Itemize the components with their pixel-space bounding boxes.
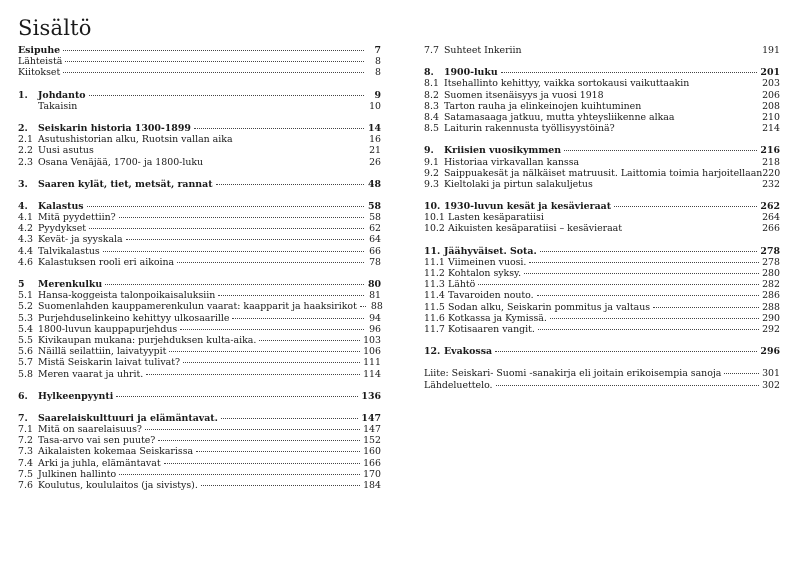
toc-entry-number: 11.7 [424,323,445,335]
toc-spacer [424,56,780,67]
toc-section-entry[interactable] [424,123,780,134]
toc-entry-label: Kalastuksen rooli eri aikoina [38,256,175,268]
toc-entry-label: Lasten kesäparatiisi [448,212,544,224]
toc-chapter-entry[interactable] [18,90,381,101]
toc-page-number: 262 [760,201,780,213]
toc-entry-label: Mitä pyydettiin? [38,212,116,224]
toc-page-number: 301 [762,368,780,380]
toc-entry-label: Suomen itsenäisyys ja vuosi 1918 [444,89,604,101]
toc-entry-number: 4.2 [18,223,33,235]
toc-page-number: 106 [363,346,381,358]
toc-entry-number: 7.4 [18,457,33,469]
toc-entry-label: Aikalaisten kokemaa Seiskarissa [38,446,194,458]
toc-entry-label: Saippuakesät ja nälkäiset matruusit. Laittomia toimia harjoitellaan [444,167,763,179]
toc-entry-label: Kotisaaren vangit. [448,323,535,335]
toc-chapter-entry[interactable] [424,145,780,156]
toc-entry-number: 5.7 [18,357,33,369]
toc-page-number: 208 [762,100,780,112]
toc-page-number: 278 [762,256,780,268]
toc-page-number: 232 [762,178,780,190]
toc-section-entry[interactable] [18,446,381,457]
toc-section-entry[interactable] [424,223,780,234]
toc-entry-number: 5 [18,279,25,290]
toc-dot-leader [259,340,360,341]
toc-entry-number: 5.5 [18,334,33,346]
toc-section-entry[interactable] [18,357,381,368]
toc-entry-label: Historiaa virkavallan kanssa [444,156,580,168]
toc-section-entry[interactable] [18,313,381,324]
toc-page-number: 64 [369,234,381,246]
toc-entry-label: Johdanto [38,89,86,101]
toc-page-number: 58 [367,200,381,212]
toc-dot-leader [119,217,364,218]
toc-dot-leader [145,429,360,430]
toc-dot-leader [183,362,360,363]
toc-chapter-entry[interactable] [18,201,381,212]
toc-page-number: 136 [361,390,381,402]
toc-dot-leader [496,385,760,386]
toc-entry-number: 11.2 [424,268,445,279]
toc-spacer [18,268,381,279]
toc-section-entry[interactable] [18,469,381,480]
toc-page-number: 296 [760,346,780,358]
toc-chapter-entry[interactable] [18,123,381,134]
toc-entry-label: Suhteet Inkeriin [444,45,522,56]
toc-page-number: 10 [369,100,381,112]
toc-dot-leader [169,351,360,352]
toc-entry-label: Lähtö [448,279,476,291]
toc-dot-leader [164,463,361,464]
toc-entry-number: 4. [18,200,28,212]
toc-entry-label: Kriisien vuosikymmen [444,145,562,157]
toc-section-entry[interactable] [424,78,780,89]
toc-dot-leader [360,306,366,307]
toc-dot-leader [89,95,364,96]
toc-page-number: 147 [361,412,381,424]
toc-section-entry[interactable] [18,301,381,312]
toc-page-number: 166 [363,457,381,469]
toc-dot-leader [116,396,358,397]
toc-page-number: 203 [762,78,780,90]
toc-dot-leader [63,50,364,51]
toc-entry-number: 8.5 [424,123,439,135]
toc-dot-leader [550,318,759,319]
toc-page-number: 147 [363,424,381,436]
toc-dot-leader [177,262,364,263]
toc-entry-label: Evakossa [444,346,493,358]
toc-page-number: 26 [369,156,381,168]
toc-entry-number: 4.6 [18,256,33,268]
toc-page-number: 282 [762,279,780,291]
toc-page-number: 210 [762,111,780,123]
toc-entry-label: Meren vaarat ja uhrit. [38,368,144,380]
toc-entry-number: 2.2 [18,145,33,157]
toc-section-entry[interactable] [424,290,780,301]
toc-spacer [18,190,381,201]
toc-section-entry[interactable] [18,56,381,67]
toc-spacer [424,134,780,145]
toc-section-entry[interactable] [18,101,381,112]
toc-entry-label: Kiitokset [18,67,61,79]
toc-entry-label: Lähteistä [18,56,63,68]
toc-entry-number: 2.3 [18,156,33,168]
toc-spacer [18,402,381,413]
toc-section-entry[interactable] [424,324,780,335]
toc-dot-leader [158,440,360,441]
toc-page-number: 220 [762,167,781,179]
toc-dot-leader [653,307,759,308]
toc-page-number: 62 [369,223,381,235]
toc-dot-leader [478,284,759,285]
toc-entry-number: 8.4 [424,111,439,123]
toc-section-entry[interactable] [424,157,780,168]
toc-entry-number: 10. [424,201,441,213]
toc-entry-label: Kotkassa ja Kymissä. [448,312,547,324]
toc-entry-number: 6. [18,390,28,402]
toc-section-entry[interactable] [18,458,381,469]
toc-dot-leader [537,295,759,296]
toc-chapter-entry[interactable] [424,346,780,357]
toc-entry-label: Saarelaiskulttuuri ja elämäntavat. [38,412,218,424]
toc-dot-leader [105,284,364,285]
toc-section-entry[interactable] [424,168,780,179]
toc-entry-number: 9.1 [424,156,439,168]
toc-entry-number: 7.7 [424,45,439,56]
toc-entry-label: Kevät- ja syyskala [38,234,123,246]
toc-page-number: 216 [760,145,780,157]
toc-dot-leader [63,72,364,73]
toc-chapter-entry[interactable] [18,413,381,424]
toc-entry-label: Viimeinen vuosi. [448,256,527,268]
toc-chapter-entry[interactable] [18,45,381,56]
toc-page-number: 8 [375,56,381,68]
toc-entry-number: 3. [18,178,28,190]
toc-page-number: 8 [375,67,381,79]
toc-entry-label: Takaisin [38,100,78,112]
toc-entry-label: Uusi asutus [38,145,94,157]
toc-spacer [18,79,381,90]
toc-page-number: 286 [762,290,780,302]
toc-dot-leader [724,373,759,374]
toc-entry-label: Tarton rauha ja elinkeinojen kuihtuminen [444,100,642,112]
toc-dot-leader [529,262,759,263]
toc-page-number: 292 [762,323,780,335]
toc-page-number: 88 [370,301,383,313]
toc-spacer [18,112,381,123]
toc-section-entry[interactable] [18,424,381,435]
toc-page-number: 302 [762,379,780,391]
toc-dot-leader [65,61,364,62]
toc-dot-leader [119,474,360,475]
toc-section-entry[interactable] [424,212,780,223]
toc-spacer [424,335,780,346]
toc-entry-label: Tasa-arvo vai sen puute? [38,435,156,447]
toc-entry-number: 8.3 [424,100,439,112]
toc-spacer [424,190,780,201]
toc-page-number: 218 [762,156,780,168]
toc-section-entry[interactable] [424,90,780,101]
toc-entry-label: Hansa-koggeista talonpoikaisaluksiin [38,290,216,302]
toc-chapter-entry[interactable] [18,391,381,402]
toc-dot-leader [495,351,757,352]
toc-page-number: 80 [367,279,381,290]
toc-section-entry[interactable] [424,257,780,268]
toc-page-number: 16 [369,134,381,146]
toc-entry-label: Näillä seilattiin, laivatyypit [38,346,167,358]
toc-section-entry[interactable] [18,435,381,446]
toc-entry-number: 9.2 [424,167,439,179]
toc-section-entry[interactable] [424,45,780,56]
toc-entry-label: Pyydykset [38,223,87,235]
toc-section-entry[interactable] [424,112,780,123]
toc-entry-number: 5.6 [18,346,33,358]
toc-entry-number: 12. [424,346,441,358]
toc-dot-leader [180,329,364,330]
toc-section-entry[interactable] [18,145,381,156]
toc-entry-number: 5.1 [18,290,33,302]
toc-dot-leader [87,206,364,207]
toc-dot-leader [540,251,758,252]
toc-dot-leader [564,150,757,151]
toc-entry-label: Aikuisten kesäparatiisi – kesävieraat [448,223,623,235]
toc-dot-leader [524,273,759,274]
toc-entry-label: Kohtalon syksy. [448,268,522,279]
toc-section-entry[interactable] [18,67,381,78]
toc-page-number: 94 [369,312,381,324]
toc-entry-label: Kieltolaki ja pirtun salakuljetus [444,178,593,190]
toc-chapter-entry[interactable] [424,246,780,257]
toc-entry-label: Itsehallinto kehittyy, vaikka sortokausi vaikuttaakin [444,78,690,90]
toc-entry-number: 7.2 [18,435,33,447]
toc-entry-label: Satamasaaga jatkuu, mutta yhteysliikenne alkaa [444,111,675,123]
toc-section-entry[interactable] [18,134,381,145]
toc-entry-label: Liite: Seiskari- Suomi -sanakirja eli joitain erikoisempia sanoja [424,368,722,380]
toc-dot-leader [216,184,364,185]
toc-dot-leader [194,128,364,129]
toc-entry-number: 2.1 [18,134,33,146]
toc-entry-number: 7.3 [18,446,33,458]
toc-entry-number: 11. [424,245,441,257]
toc-spacer [424,357,780,368]
toc-entry-number: 5.4 [18,323,33,335]
toc-section-entry[interactable] [18,246,381,257]
toc-section-entry[interactable] [18,234,381,245]
toc-entry-label: Osana Venäjää, 1700- ja 1800-luku [38,156,204,168]
toc-section-entry[interactable] [424,302,780,313]
toc-page-number: 278 [760,245,780,257]
toc-page-number: 264 [762,212,780,224]
toc-entry-label: Hylkeenpyynti [38,390,114,402]
toc-section-entry[interactable] [18,223,381,234]
toc-entry-label: Tavaroiden nouto. [448,290,534,302]
toc-section-entry[interactable] [424,279,780,290]
toc-entry-number: 8.1 [424,78,439,90]
toc-entry-label: 1800-luvun kauppapurjehdus [38,323,178,335]
toc-page-number: 160 [363,446,381,458]
toc-dot-leader [103,251,364,252]
toc-section-entry[interactable] [424,313,780,324]
toc-entry-label: Talvikalastus [38,245,100,257]
toc-dot-leader [538,329,759,330]
toc-page-number: 288 [762,301,780,313]
toc-entry-number: 11.5 [424,301,445,313]
toc-section-entry[interactable] [18,335,381,346]
toc-page-number: 81 [369,290,381,302]
toc-entry-label: Lähdeluettelo. [424,379,493,391]
toc-entry-number: 7.6 [18,480,33,491]
toc-section-entry[interactable] [18,212,381,223]
toc-entry-number: 4.1 [18,212,33,224]
toc-entry-number: 7.5 [18,468,33,480]
toc-entry-number: 11.3 [424,279,445,291]
toc-entry-label: Mistä Seiskarin laivat tulivat? [38,357,180,369]
toc-page-number: 7 [374,45,381,56]
toc-page-number: 78 [369,256,381,268]
toc-section-entry[interactable] [424,368,780,379]
toc-chapter-entry[interactable] [424,201,780,212]
toc-entry-label: 1930-luvun kesät ja kesävieraat [444,201,612,213]
toc-entry-label: Sodan alku, Seiskarin pommitus ja valtaus [448,301,651,313]
toc-page-number: 214 [762,123,780,135]
toc-page-number: 170 [363,468,381,480]
toc-chapter-entry[interactable] [18,179,381,190]
toc-page-number: 184 [363,480,381,491]
toc-entry-number: 7.1 [18,424,33,436]
toc-entry-number: 10.2 [424,223,445,235]
toc-entry-label: 1900-luku [444,67,498,79]
toc-page-number: 152 [363,435,381,447]
toc-page-number: 9 [374,89,381,101]
toc-page-number: 96 [369,323,381,335]
toc-entry-label: Julkinen hallinto [38,468,117,480]
toc-spacer [18,168,381,179]
page-title: Sisältö [18,16,92,40]
toc-entry-number: 9. [424,145,434,157]
toc-section-entry[interactable] [18,480,381,491]
toc-entry-label: Koulutus, koululaitos (ja sivistys). [38,480,198,491]
toc-dot-leader [196,451,360,452]
toc-section-entry[interactable] [18,157,381,168]
toc-section-entry[interactable] [18,290,381,301]
toc-dot-leader [501,72,758,73]
toc-entry-number: 5.8 [18,368,33,380]
toc-page-number: 206 [762,89,780,101]
toc-section-entry[interactable] [424,179,780,190]
toc-entry-label: Suomenlahden kauppamerenkulun vaarat: kaapparit ja haaksirikot [38,301,357,313]
toc-page-number: 111 [363,357,381,369]
toc-dot-leader [89,228,364,229]
toc-entry-number: 11.1 [424,256,445,268]
toc-page-number: 21 [369,145,381,157]
toc-entry-label: Purjehduselinkeino kehittyy ulkosaarille [38,312,230,324]
toc-right-column [424,45,780,391]
toc-entry-number: 4.4 [18,245,33,257]
toc-page-number: 266 [762,223,780,235]
toc-dot-leader [614,206,757,207]
toc-entry-label: Mitä on saarelaisuus? [38,424,142,436]
toc-dot-leader [221,418,359,419]
toc-section-entry[interactable] [18,257,381,268]
toc-entry-number: 2. [18,122,28,134]
toc-entry-number: 4.3 [18,234,33,246]
toc-entry-label: Arki ja juhla, elämäntavat [38,457,161,469]
toc-entry-number: 8. [424,67,434,79]
toc-dot-leader [201,485,360,486]
toc-dot-leader [126,239,364,240]
toc-entry-number: 11.4 [424,290,445,302]
toc-page-number: 114 [363,368,381,380]
toc-entry-label: Kalastus [38,200,84,212]
toc-chapter-entry[interactable] [424,67,780,78]
toc-page-number: 290 [762,312,780,324]
toc-page-number: 58 [369,212,381,224]
toc-section-entry[interactable] [424,268,780,279]
toc-entry-number: 5.2 [18,301,33,313]
toc-page-number: 201 [760,67,780,79]
toc-dot-leader [146,374,360,375]
toc-dot-leader [218,295,364,296]
toc-section-entry[interactable] [18,324,381,335]
toc-spacer [18,380,381,391]
toc-section-entry[interactable] [18,369,381,380]
toc-page-number: 48 [367,178,381,190]
toc-dot-leader [232,318,364,319]
toc-entry-number: 11.6 [424,312,445,324]
toc-section-entry[interactable] [424,380,780,391]
toc-page-number: 66 [369,245,381,257]
toc-entry-label: Seiskarin historia 1300-1899 [38,122,191,134]
toc-section-entry[interactable] [18,346,381,357]
toc-entry-number: 9.3 [424,178,439,190]
toc-section-entry[interactable] [424,101,780,112]
toc-page-number: 191 [762,45,780,56]
toc-page-number: 103 [363,334,381,346]
toc-spacer [424,235,780,246]
toc-entry-label: Esipuhe [18,45,61,56]
toc-entry-number: 7. [18,412,28,424]
toc-chapter-entry[interactable] [18,279,381,290]
toc-entry-number: 5.3 [18,312,33,324]
toc-entry-label: Merenkulku [38,279,103,290]
toc-entry-label: Asutushistorian alku, Ruotsin vallan aika [38,134,233,146]
toc-entry-label: Kivikaupan mukana: purjehduksen kulta-aika. [38,334,257,346]
toc-entry-number: 10.1 [424,212,445,224]
toc-page-number: 14 [367,122,381,134]
toc-entry-label: Saaren kylät, tiet, metsät, rannat [38,178,213,190]
toc-entry-label: Jäähyväiset. Sota. [444,245,537,257]
toc-entry-number: 1. [18,89,28,101]
toc-entry-label: Laiturin rakennusta työllisyystöinä? [444,123,615,135]
toc-entry-number: 8.2 [424,89,439,101]
toc-left-column [18,45,381,491]
toc-page-number: 280 [762,268,780,279]
